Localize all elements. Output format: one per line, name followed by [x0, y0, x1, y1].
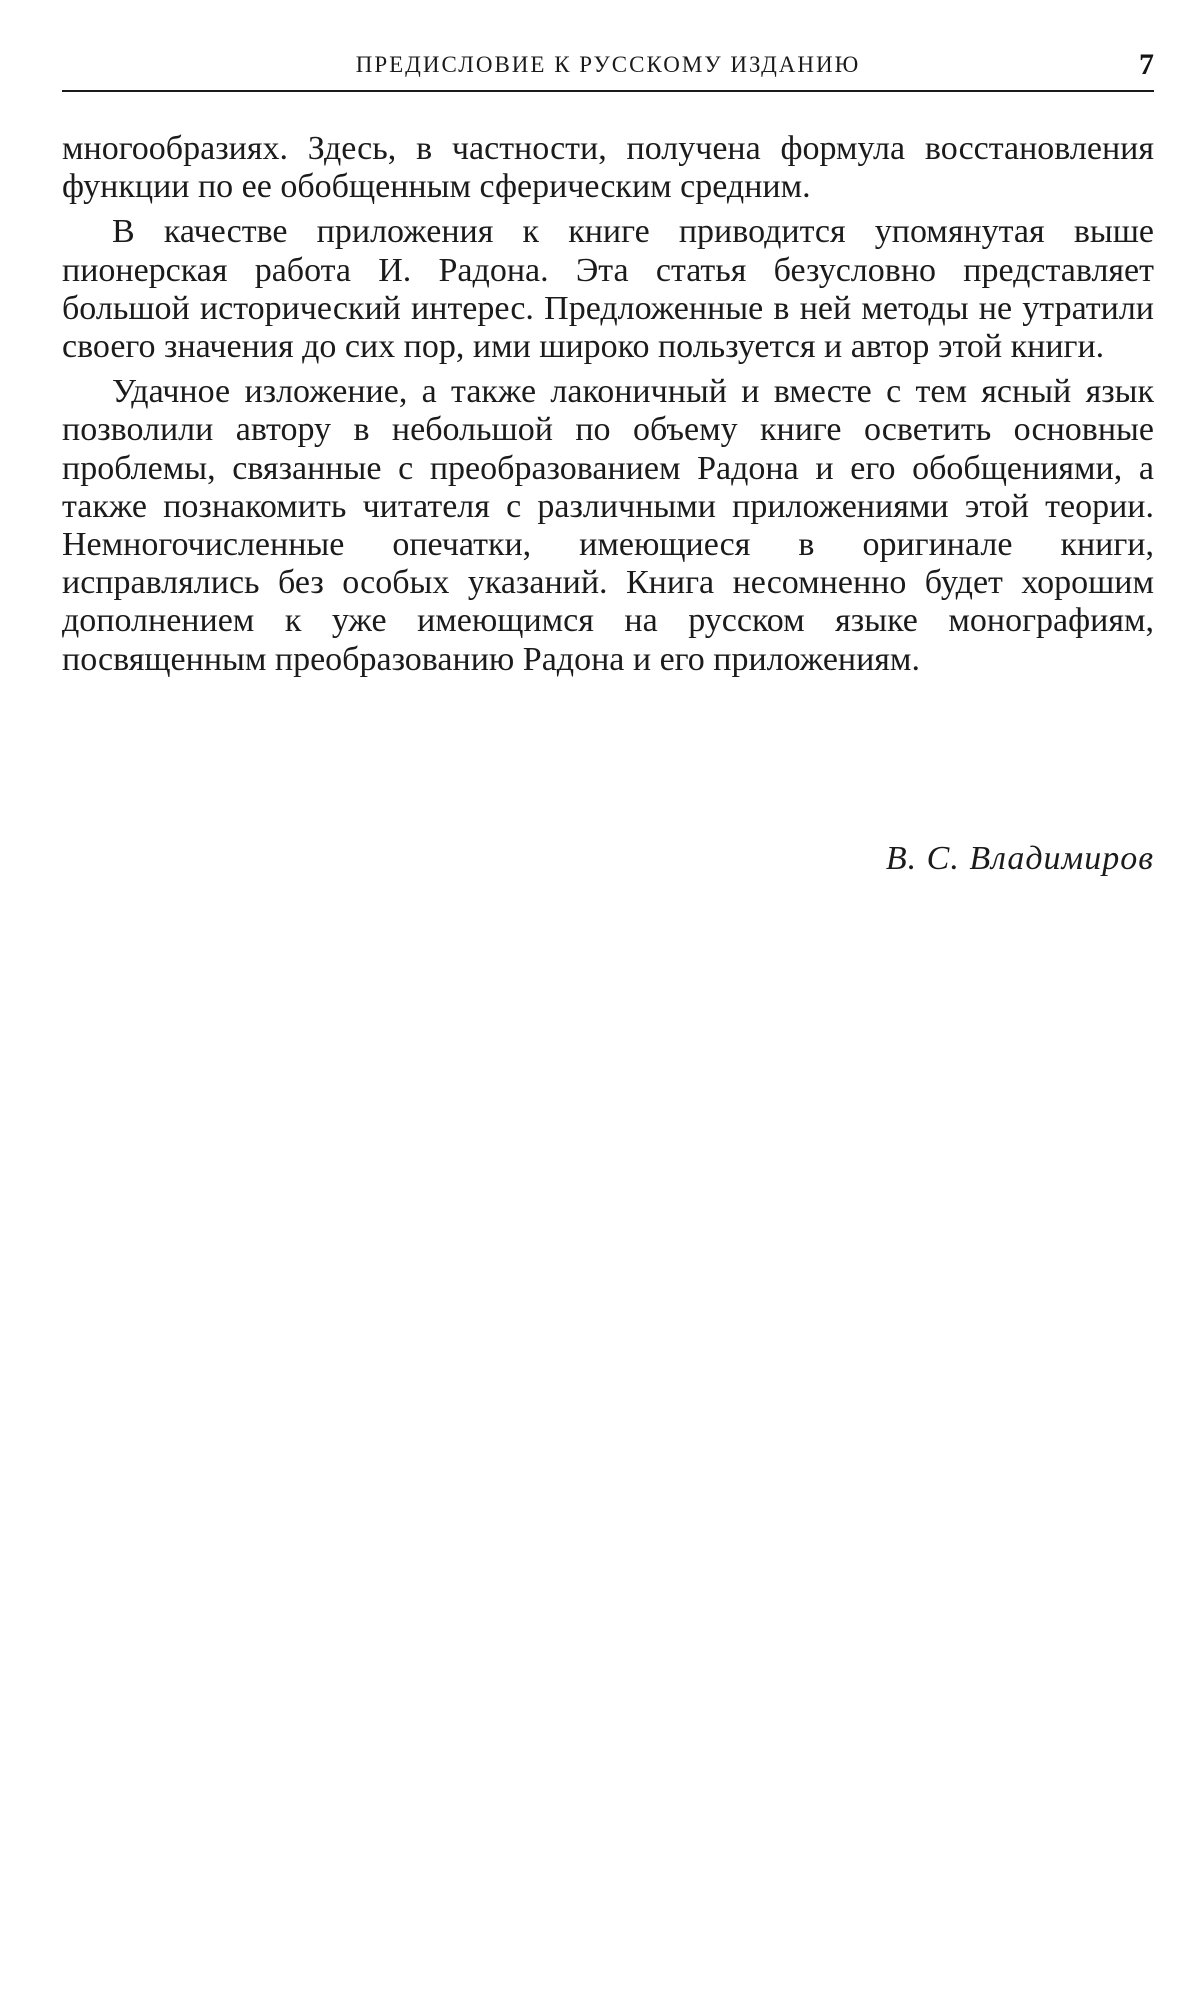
running-head [62, 48, 1154, 96]
header-rule [62, 90, 1154, 92]
body-text [62, 130, 1154, 686]
paragraph-continuation: многообразиях. Здесь, в частности, получена формула восстановления функции по ее обобщенным сферическим средним. [62, 130, 1154, 206]
paragraph-summary: Удачное изложение, а также лаконичный и вместе с тем ясный язык позволили автору в небольшой по объему книге осветить основные проблемы, связанные с преобразованием Радона и его обобщениями, а также познакомить читателя с различными приложениями этой теории. Немногочисленные опечатки, имеющиеся в оригинале книги, исправлялись без особых указаний. Книга несомненно будет хорошим дополнением к уже имеющимся на русском языке монографиям, посвященным преобразованию Радона и его приложениям. [62, 373, 1154, 678]
page-number: 7 [1139, 48, 1154, 81]
running-title: ПРЕДИСЛОВИЕ К РУССКОМУ ИЗДАНИЮ [355, 52, 861, 77]
author-signature: В. С. Владимиров [885, 840, 1154, 877]
paragraph-appendix: В качестве приложения к книге приводится упомянутая выше пионерская работа И. Радона. Эта статья безусловно представляет большой исторический интерес. Предложенные в ней методы не утратили своего значения до сих пор, ими широко пользуется и автор этой книги. [62, 213, 1154, 366]
